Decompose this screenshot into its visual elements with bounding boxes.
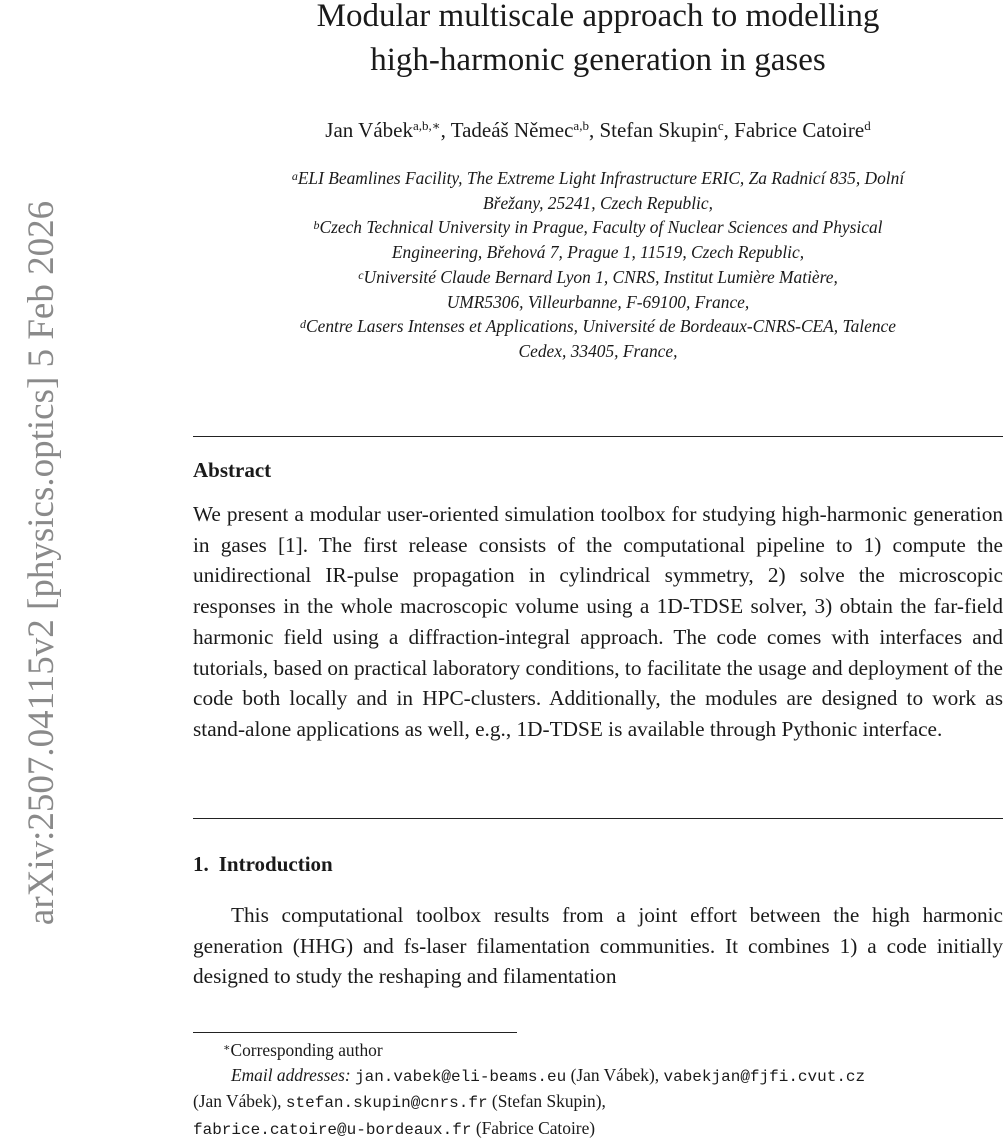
introduction-text: This computational toolbox results from a joint effort between the high harmonic generation (HHG) and fs-laser filamentation communities. It combines 1) a code initially designed to study the reshaping and filamentation xyxy=(193,903,1003,989)
affiliation-b xyxy=(193,215,1003,240)
author-separator: , xyxy=(440,118,451,142)
footnote-rule xyxy=(193,1032,517,1033)
author-name: Tadeáš Němec xyxy=(450,118,574,142)
affiliation-mark: a xyxy=(291,169,298,183)
affiliation-text: Centre Lasers Intenses et Applications, Université de Bordeaux-CNRS-CEA, Talence xyxy=(306,316,896,337)
author-marks: a,b xyxy=(573,118,589,133)
abstract-bottom-rule xyxy=(193,818,1003,819)
author-name: Jan Vábek xyxy=(325,118,413,142)
email-owner: (Stefan Skupin), xyxy=(491,1091,606,1112)
author-separator: , xyxy=(723,118,735,142)
footnote-emails-line-2 xyxy=(193,1089,1003,1116)
paper-title xyxy=(193,0,1003,82)
affiliation-c xyxy=(193,265,1003,290)
author-list xyxy=(193,116,1003,144)
footnote-mark: ∗ xyxy=(223,1042,231,1054)
author-marks: a,b,∗ xyxy=(412,118,441,133)
footnote-emails-line-3 xyxy=(193,1116,1003,1142)
email-owner: (Jan Vábek), xyxy=(193,1091,282,1112)
title-line-2: high-harmonic generation in gases xyxy=(370,42,826,78)
title-line-1: Modular multiscale approach to modelling xyxy=(316,0,880,34)
email-owner: (Jan Vábek), xyxy=(570,1064,660,1085)
affiliation-text: Břežany, 25241, Czech Republic, xyxy=(483,192,713,213)
section-heading-introduction xyxy=(193,852,333,877)
affiliation-text: Engineering, Břehová 7, Prague 1, 11519, Czech Republic, xyxy=(391,242,805,263)
affiliation-text: ELI Beamlines Facility, The Extreme Light Infrastructure ERIC, Za Radnicí 835, Dolní xyxy=(297,168,905,188)
author-marks: d xyxy=(864,118,871,133)
section-number: 1. xyxy=(193,852,209,876)
footnote-emails-line-1 xyxy=(193,1063,1003,1090)
affiliation-text: Czech Technical University in Prague, Faculty of Nuclear Sciences and Physical xyxy=(319,217,883,238)
email-link[interactable]: stefan.skupin@cnrs.fr xyxy=(285,1094,488,1113)
email-link[interactable]: jan.vabek@eli-beams.eu xyxy=(355,1067,567,1086)
author-marks: c xyxy=(717,118,724,133)
footnote-corresponding xyxy=(193,1038,1003,1063)
author-separator: , xyxy=(588,118,600,142)
email-owner: (Fabrice Catoire) xyxy=(475,1117,596,1138)
affiliation-mark: d xyxy=(300,317,307,332)
affiliation-d xyxy=(193,314,1003,339)
affiliation-text: Cedex, 33405, France, xyxy=(518,340,678,361)
affiliation-mark: c xyxy=(358,267,364,282)
email-link[interactable]: fabrice.catoire@u-bordeaux.fr xyxy=(193,1120,472,1139)
arxiv-identifier-text: arXiv:2507.04115v2 [physics.optics] 5 Feb 2026 xyxy=(21,200,62,926)
abstract-heading: Abstract xyxy=(193,458,272,482)
email-label: Email addresses: xyxy=(231,1064,351,1085)
email-link[interactable]: vabekjan@fjfi.cvut.cz xyxy=(663,1067,866,1086)
footnotes xyxy=(193,1038,1003,1142)
affiliation-text: Université Claude Bernard Lyon 1, CNRS, Institut Lumière Matière, xyxy=(363,266,838,287)
author-name: Stefan Skupin xyxy=(599,118,718,142)
affiliation-a xyxy=(193,166,1003,191)
abstract-top-rule xyxy=(193,436,1003,437)
footnote-text: Corresponding author xyxy=(230,1040,383,1060)
affiliation-mark: b xyxy=(313,218,320,233)
affiliation-list xyxy=(193,166,1003,364)
abstract-text: We present a modular user-oriented simulation toolbox for studying high-harmonic generation in gases [1]. The first release consists of the computational pipeline to 1) compute the unidirectional IR-pulse propagation in cylindrical symmetry, 2) solve the microscopic responses in the whole macroscopic volume using a 1D-TDSE solver, 3) obtain the far-field harmonic field using a diffraction-integral approach. The code comes with interfaces and tutorials, based on practical laboratory conditions, to facilitate the usage and deployment of the code both locally and in HPC-clusters. Additionally, the modules are designed to work as stand-alone applications as well, e.g., 1D-TDSE is available through Pythonic interface. xyxy=(193,502,1003,741)
affiliation-text: UMR5306, Villeurbanne, F-69100, France, xyxy=(446,291,750,312)
author-name: Fabrice Catoire xyxy=(734,118,865,142)
section-title: Introduction xyxy=(218,852,333,876)
